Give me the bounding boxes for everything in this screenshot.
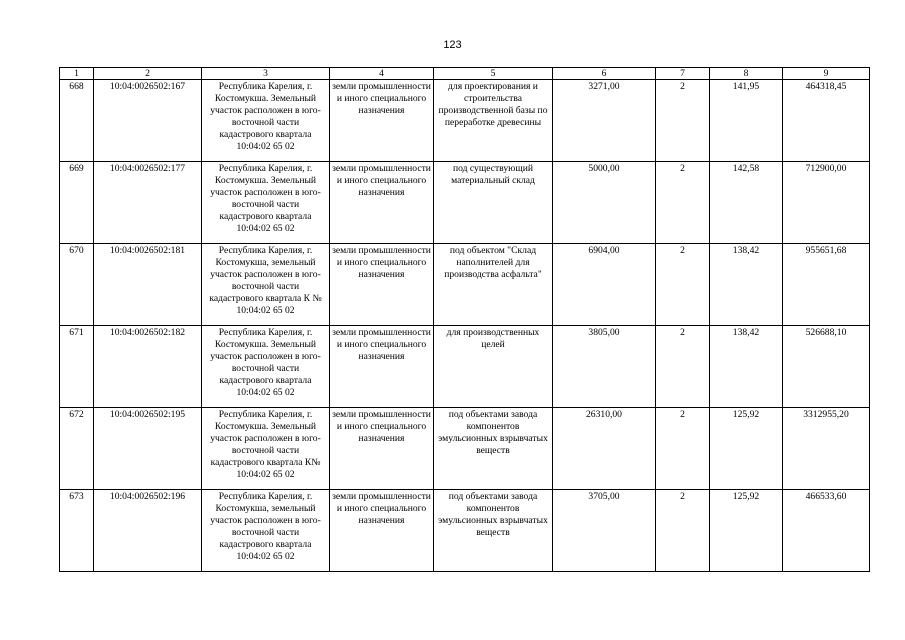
location: Республика Карелия, г. Костомукша. Земельный участок расположен в юго-восточной части кадастрового квартала 10:04:02 65 02 bbox=[202, 162, 330, 244]
column-header: 5 bbox=[434, 68, 553, 80]
permitted-use: под объектами завода компонентов эмульсионных взрывчатых веществ bbox=[434, 490, 553, 572]
column-header: 4 bbox=[330, 68, 434, 80]
cadastral-value: 526688,10 bbox=[783, 326, 870, 408]
column-header: 8 bbox=[710, 68, 783, 80]
area: 26310,00 bbox=[553, 408, 656, 490]
row-number: 672 bbox=[60, 408, 94, 490]
cadastral-number: 10:04:0026502:195 bbox=[94, 408, 202, 490]
column-header: 7 bbox=[656, 68, 710, 80]
use-group: 2 bbox=[656, 244, 710, 326]
permitted-use: под объектом "Склад наполнителей для производства асфальта" bbox=[434, 244, 553, 326]
cadastral-number: 10:04:0026502:167 bbox=[94, 80, 202, 162]
specific-value: 125,92 bbox=[710, 408, 783, 490]
row-number: 669 bbox=[60, 162, 94, 244]
location: Республика Карелия, г. Костомукша. Земельный участок расположен в юго-восточной части кадастрового квартала 10:04:02 65 02 bbox=[202, 80, 330, 162]
permitted-use: для производственных целей bbox=[434, 326, 553, 408]
cadastral-value: 712900,00 bbox=[783, 162, 870, 244]
use-group: 2 bbox=[656, 80, 710, 162]
column-header: 6 bbox=[553, 68, 656, 80]
land-category: земли промышленности и иного специального назначения bbox=[330, 162, 434, 244]
table-row bbox=[60, 490, 870, 572]
land-category: земли промышленности и иного специального назначения bbox=[330, 490, 434, 572]
cadastral-number: 10:04:0026502:177 bbox=[94, 162, 202, 244]
table-row bbox=[60, 244, 870, 326]
cadastral-number: 10:04:0026502:196 bbox=[94, 490, 202, 572]
cadastral-value: 3312955,20 bbox=[783, 408, 870, 490]
location: Республика Карелия, г. Костомукша, земельный участок расположен в юго-восточной части кадастрового квартала 10:04:02 65 02 bbox=[202, 490, 330, 572]
page-number: 123 bbox=[443, 39, 462, 51]
table-row bbox=[60, 408, 870, 490]
table-row bbox=[60, 80, 870, 162]
column-header: 9 bbox=[783, 68, 870, 80]
land-category: земли промышленности и иного специального назначения bbox=[330, 80, 434, 162]
cadastral-number: 10:04:0026502:181 bbox=[94, 244, 202, 326]
column-header: 1 bbox=[60, 68, 94, 80]
cadastral-value: 464318,45 bbox=[783, 80, 870, 162]
cadastral-value: 955651,68 bbox=[783, 244, 870, 326]
specific-value: 142,58 bbox=[710, 162, 783, 244]
cadastral-value: 466533,60 bbox=[783, 490, 870, 572]
land-category: земли промышленности и иного специального назначения bbox=[330, 326, 434, 408]
column-header: 2 bbox=[94, 68, 202, 80]
location: Республика Карелия, г. Костомукша. Земельный участок расположен в юго-восточной части кадастрового квартала 10:04:02 65 02 bbox=[202, 326, 330, 408]
specific-value: 138,42 bbox=[710, 244, 783, 326]
land-category: земли промышленности и иного специального назначения bbox=[330, 244, 434, 326]
row-number: 670 bbox=[60, 244, 94, 326]
area: 3705,00 bbox=[553, 490, 656, 572]
location: Республика Карелия, г. Костомукша, земельный участок расположен в юго-восточной части кадастрового квартала К № 10:04:02 65 02 bbox=[202, 244, 330, 326]
column-header: 3 bbox=[202, 68, 330, 80]
area: 6904,00 bbox=[553, 244, 656, 326]
area: 3271,00 bbox=[553, 80, 656, 162]
row-number: 673 bbox=[60, 490, 94, 572]
use-group: 2 bbox=[656, 490, 710, 572]
location: Республика Карелия, г. Костомукша. Земельный участок расположен в юго-восточной части кадастрового квартала К№ 10:04:02 65 02 bbox=[202, 408, 330, 490]
cadastral-number: 10:04:0026502:182 bbox=[94, 326, 202, 408]
row-number: 668 bbox=[60, 80, 94, 162]
table-row bbox=[60, 326, 870, 408]
area: 5000,00 bbox=[553, 162, 656, 244]
land-category: земли промышленности и иного специального назначения bbox=[330, 408, 434, 490]
specific-value: 138,42 bbox=[710, 326, 783, 408]
specific-value: 141,95 bbox=[710, 80, 783, 162]
permitted-use: для проектирования и строительства производственной базы по переработке древесины bbox=[434, 80, 553, 162]
area: 3805,00 bbox=[553, 326, 656, 408]
table-row bbox=[60, 162, 870, 244]
land-parcels-table bbox=[59, 67, 870, 572]
use-group: 2 bbox=[656, 408, 710, 490]
row-number: 671 bbox=[60, 326, 94, 408]
permitted-use: под объектами завода компонентов эмульсионных взрывчатых веществ bbox=[434, 408, 553, 490]
column-number-row bbox=[60, 68, 870, 80]
use-group: 2 bbox=[656, 162, 710, 244]
permitted-use: под существующий материальный склад bbox=[434, 162, 553, 244]
specific-value: 125,92 bbox=[710, 490, 783, 572]
use-group: 2 bbox=[656, 326, 710, 408]
